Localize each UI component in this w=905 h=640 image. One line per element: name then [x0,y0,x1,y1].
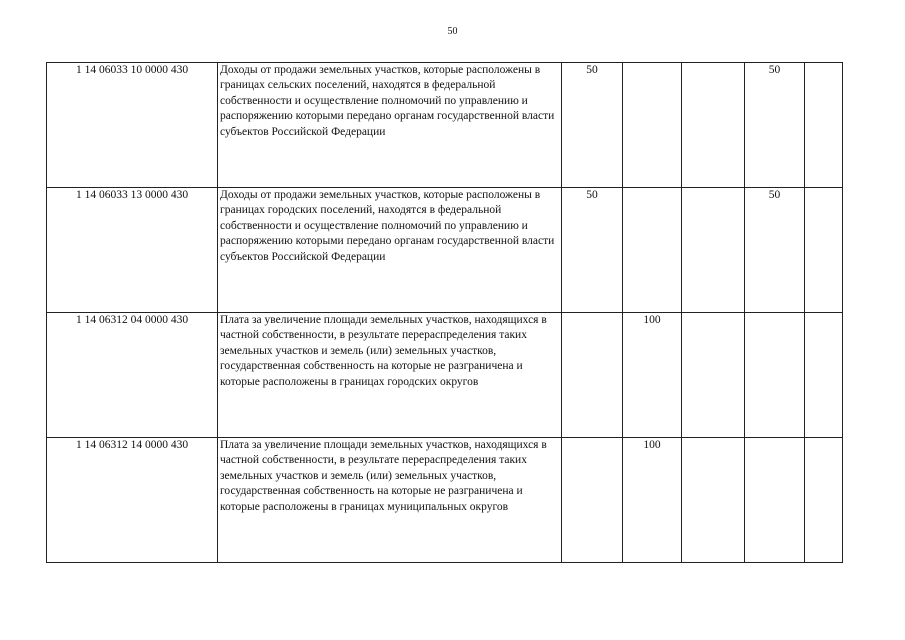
value-cell [562,313,623,438]
value-cell [805,63,843,188]
value-cell [745,438,805,563]
value-cell: 50 [745,188,805,313]
revenue-description: Доходы от продажи земельных участков, которые расположены в границах городских поселений, находятся в федеральной собственности и осуществление полномочий по управлению и распоряжению которыми передано органам государственной власти субъектов Российской Федерации [218,188,562,313]
revenue-code: 1 14 06312 14 0000 430 [47,438,218,563]
value-cell [623,63,682,188]
value-cell [682,313,745,438]
value-cell: 50 [745,63,805,188]
value-cell [805,188,843,313]
value-cell [562,438,623,563]
value-cell [745,313,805,438]
value-cell [805,313,843,438]
value-cell [682,438,745,563]
table-row [47,63,843,188]
value-cell: 100 [623,438,682,563]
value-cell: 50 [562,188,623,313]
revenue-code: 1 14 06033 10 0000 430 [47,63,218,188]
value-cell [682,63,745,188]
revenue-code: 1 14 06312 04 0000 430 [47,313,218,438]
value-cell: 100 [623,313,682,438]
table-row [47,188,843,313]
revenue-description: Доходы от продажи земельных участков, которые расположены в границах сельских поселений, находятся в федеральной собственности и осуществление полномочий по управлению и распоряжению которыми передано органам государственной власти субъектов Российской Федерации [218,63,562,188]
revenue-table [46,62,843,563]
revenue-code: 1 14 06033 13 0000 430 [47,188,218,313]
page-number: 50 [447,26,458,37]
table-row [47,438,843,563]
value-cell [805,438,843,563]
value-cell [623,188,682,313]
revenue-description: Плата за увеличение площади земельных участков, находящихся в частной собственности, в результате перераспределения таких земельных участков и земель (или) земельных участков, государственная собственность на которые не разграничена и которые расположены в границах городских округов [218,313,562,438]
table-row [47,313,843,438]
revenue-description: Плата за увеличение площади земельных участков, находящихся в частной собственности, в результате перераспределения таких земельных участков и земель (или) земельных участков, государственная собственность на которые не разграничена и которые расположены в границах муниципальных округов [218,438,562,563]
value-cell: 50 [562,63,623,188]
value-cell [682,188,745,313]
